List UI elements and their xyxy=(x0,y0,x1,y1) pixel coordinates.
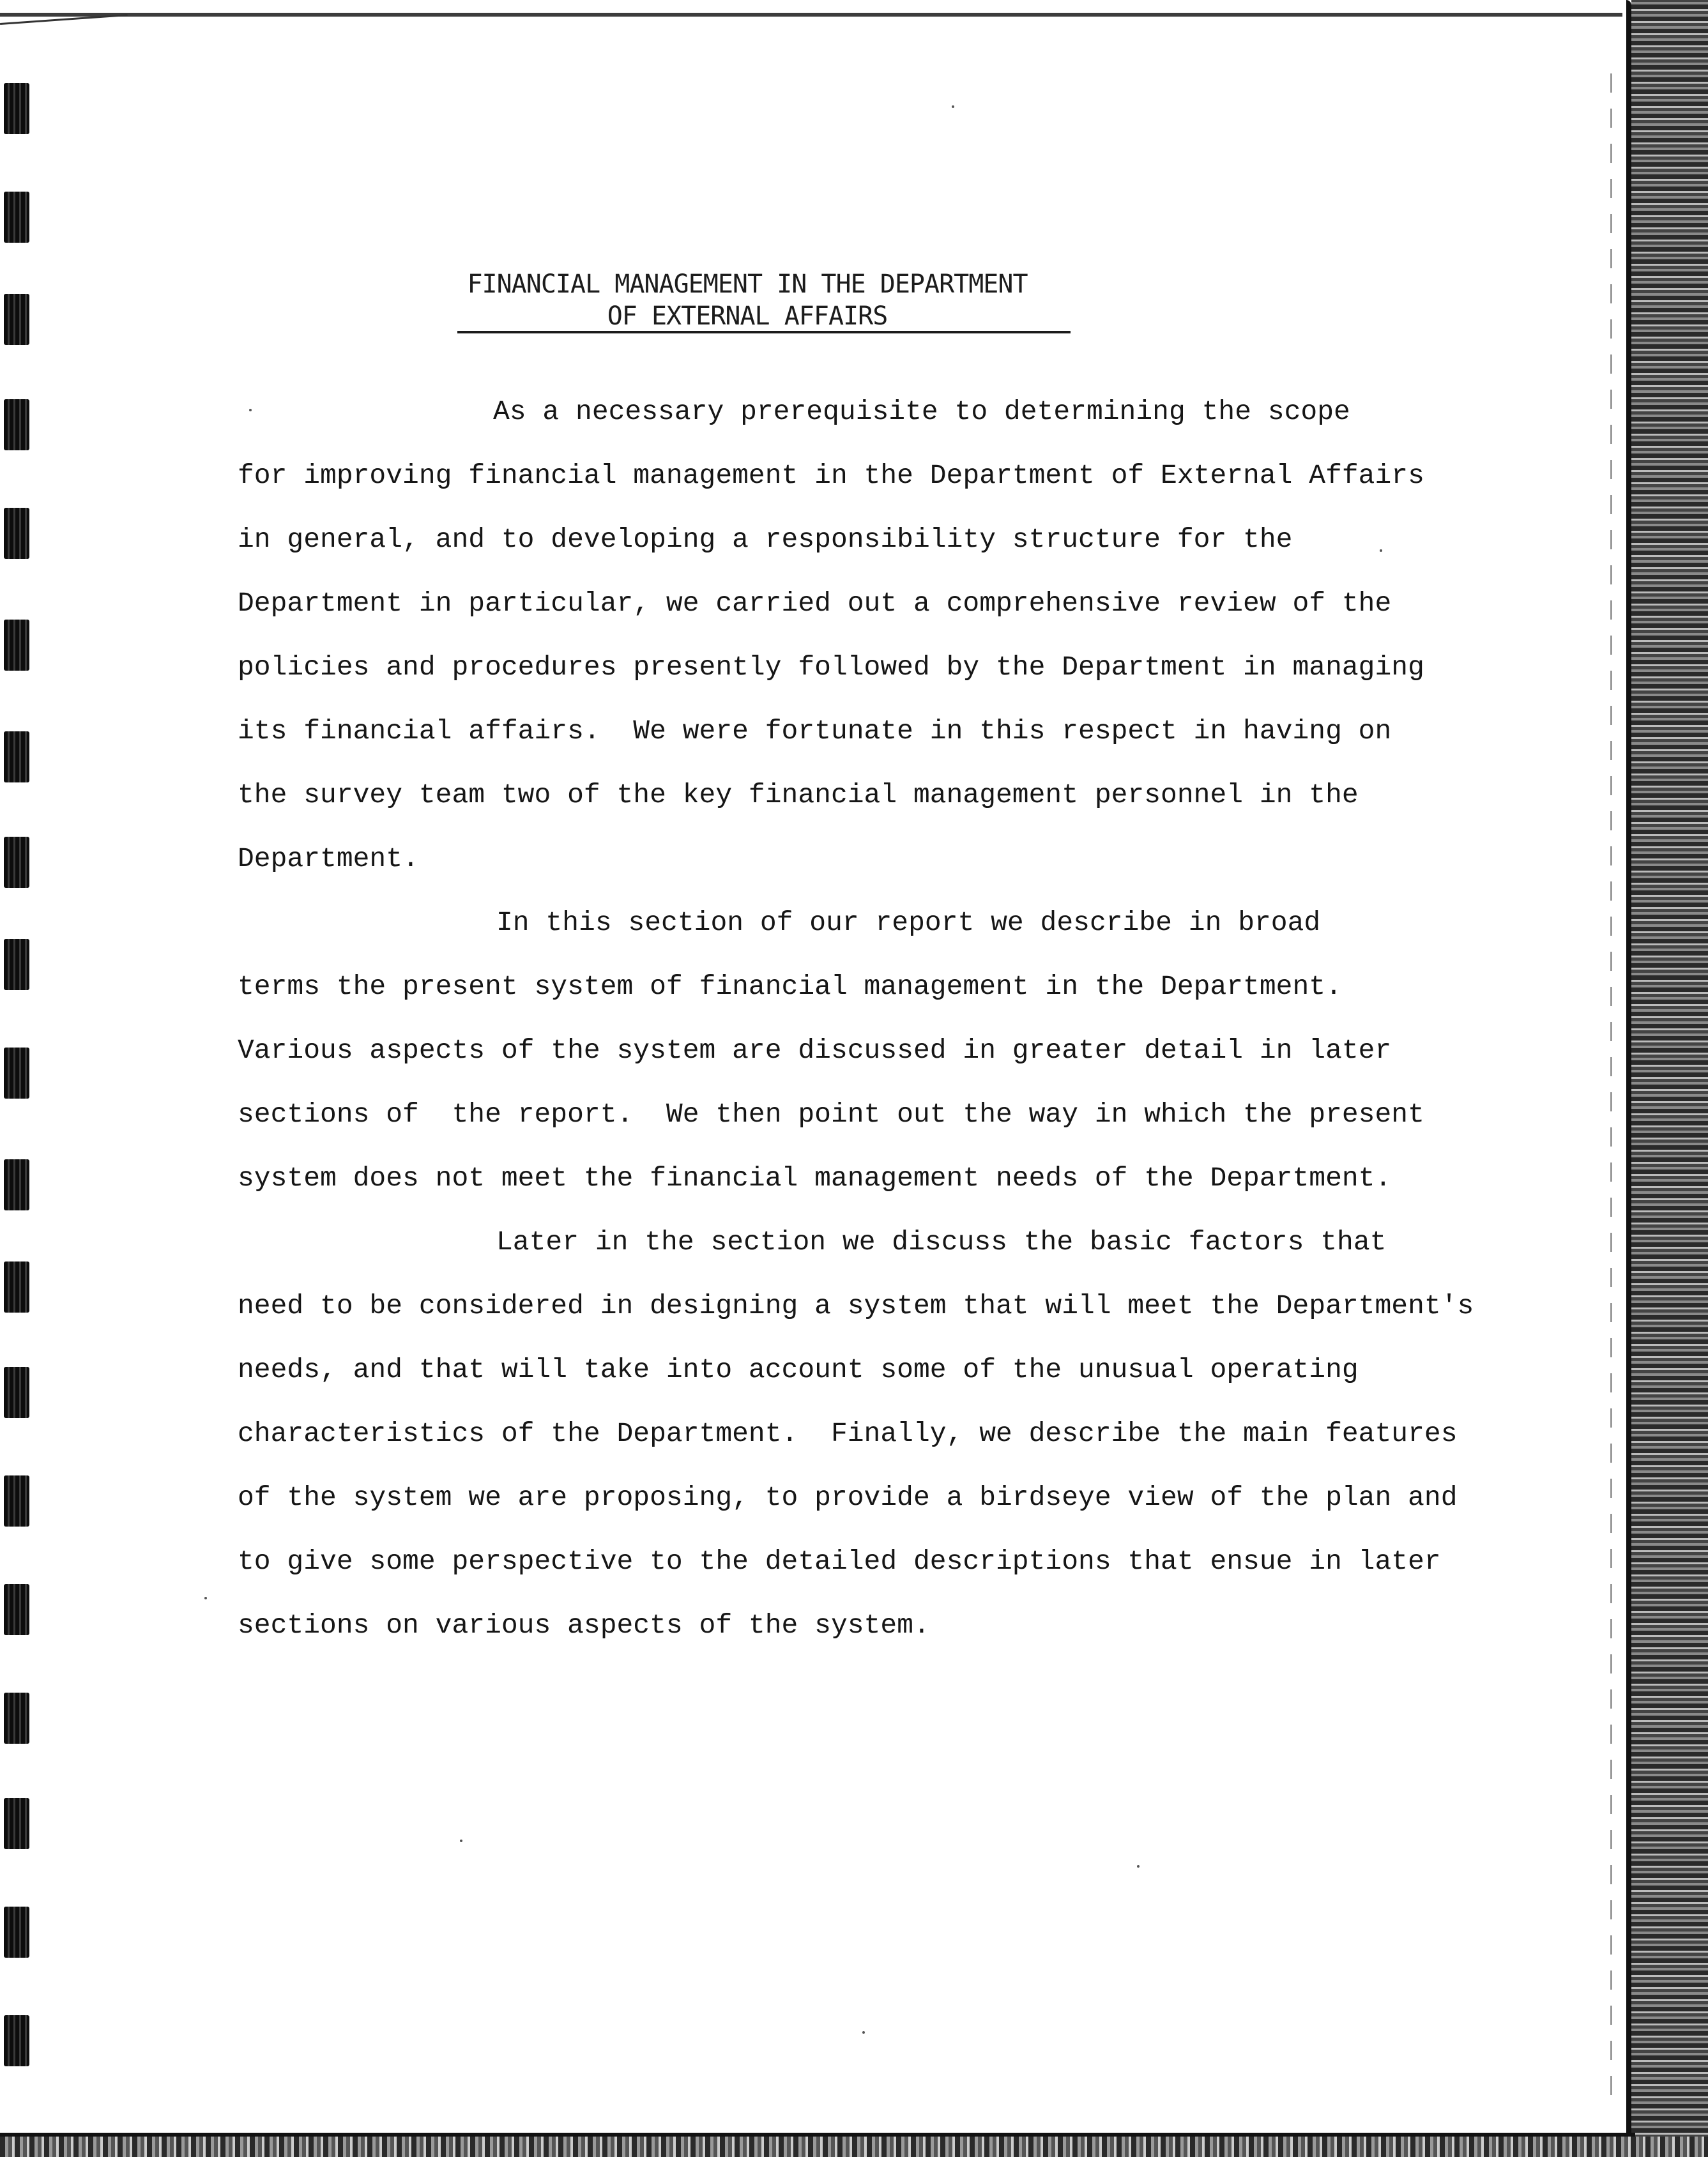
scan-speck xyxy=(952,105,954,108)
text-line: Various aspects of the system are discussed in greater detail in later xyxy=(238,1035,1392,1066)
text-line: the survey team two of the key financial management personnel in the xyxy=(238,779,1359,811)
binding-hole xyxy=(4,1048,29,1099)
binding-hole xyxy=(4,1584,29,1635)
binding-hole xyxy=(4,1907,29,1958)
binding-hole xyxy=(4,192,29,243)
binding-hole xyxy=(4,83,29,134)
text-line: Department. xyxy=(238,843,419,874)
binding-holes xyxy=(0,0,38,2157)
text-line: sections on various aspects of the system. xyxy=(238,1610,930,1641)
scan-speck xyxy=(1137,1865,1140,1868)
binding-hole xyxy=(4,1367,29,1418)
binding-hole xyxy=(4,620,29,671)
title-line-1: FINANCIAL MANAGEMENT IN THE DEPARTMENT xyxy=(467,270,1028,299)
scan-speck xyxy=(249,409,252,411)
binding-hole xyxy=(4,939,29,990)
text-line: sections of the report. We then point out the way in which the present xyxy=(238,1099,1424,1130)
binding-hole xyxy=(4,1798,29,1849)
text-line: in general, and to developing a responsibility structure for the xyxy=(238,524,1293,555)
title-line-2: OF EXTERNAL AFFAIRS xyxy=(607,301,888,331)
text-line: policies and procedures presently followed by the Department in managing xyxy=(238,652,1424,683)
text-line: system does not meet the financial management needs of the Department. xyxy=(238,1162,1392,1194)
text-line: to give some perspective to the detailed descriptions that ensue in later xyxy=(238,1546,1441,1577)
text-line: terms the present system of financial management in the Department. xyxy=(238,971,1342,1002)
binding-hole xyxy=(4,399,29,450)
text-line: needs, and that will take into account some of the unusual operating xyxy=(238,1354,1359,1385)
binding-hole xyxy=(4,1693,29,1744)
binding-hole xyxy=(4,2015,29,2066)
text-line: its financial affairs. We were fortunate in this respect in having on xyxy=(238,715,1392,747)
text-line: of the system we are proposing, to provide a birdseye view of the plan and xyxy=(238,1482,1458,1513)
binding-hole xyxy=(4,731,29,782)
text-line: for improving financial management in the Department of External Affairs xyxy=(238,460,1424,491)
paper-right-edge xyxy=(1626,0,1631,2157)
scanner-right-border xyxy=(1631,0,1708,2157)
binding-hole xyxy=(4,294,29,345)
binding-hole xyxy=(4,508,29,559)
paper-right-shadow xyxy=(1610,64,1612,2095)
binding-hole xyxy=(4,1261,29,1313)
text-line: Department in particular, we carried out a comprehensive review of the xyxy=(238,588,1392,619)
scan-speck xyxy=(204,1597,207,1599)
binding-hole xyxy=(4,837,29,888)
document-body xyxy=(238,0,1474,1641)
scan-speck xyxy=(1380,549,1382,552)
scan-speck xyxy=(862,2031,865,2034)
binding-hole xyxy=(4,1159,29,1210)
text-line: Later in the section we discuss the basic factors that xyxy=(496,1226,1387,1258)
text-line: As a necessary prerequisite to determining the scope xyxy=(493,396,1350,427)
scanner-bottom-border xyxy=(0,2137,1708,2157)
text-line: In this section of our report we describe in broad xyxy=(496,907,1321,938)
binding-hole xyxy=(4,1475,29,1527)
scan-speck xyxy=(460,1840,462,1842)
text-line: characteristics of the Department. Finally, we describe the main features xyxy=(238,1418,1458,1449)
text-line: need to be considered in designing a system that will meet the Department's xyxy=(238,1290,1474,1322)
